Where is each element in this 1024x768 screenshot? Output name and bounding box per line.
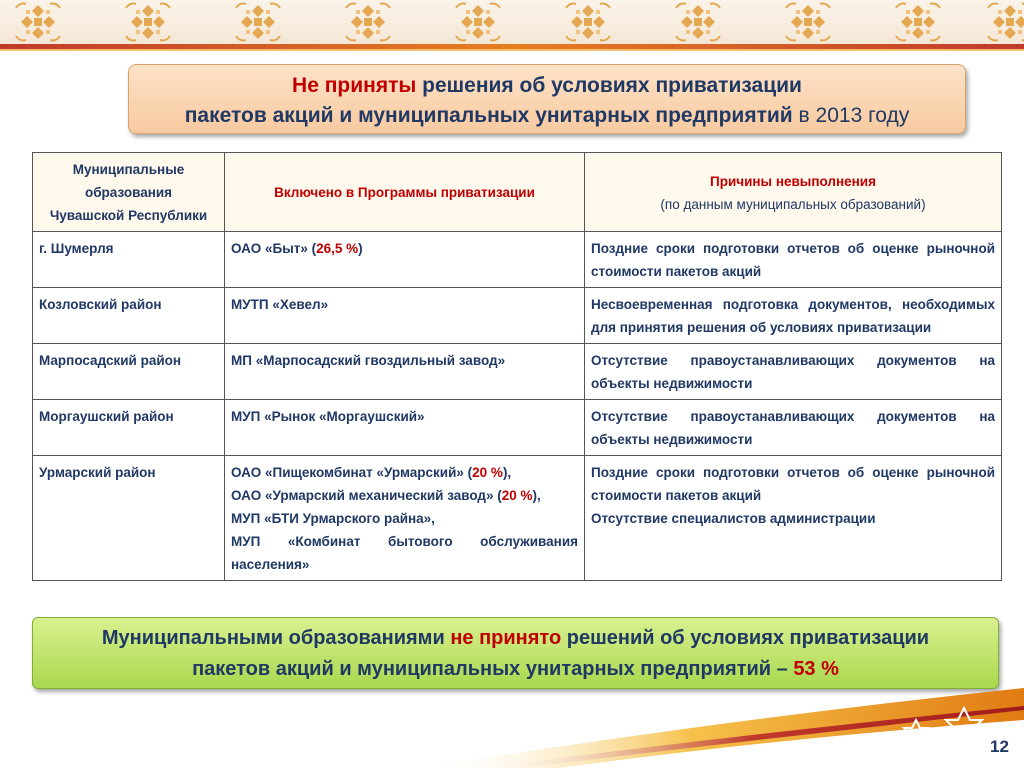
title-line-2-tail: в 2013 году xyxy=(792,104,910,127)
title-line-1 xyxy=(129,71,965,101)
program-percent: 20 % xyxy=(472,465,503,480)
program-item xyxy=(231,237,578,260)
header-reasons-title: Причины невыполнения xyxy=(710,173,876,189)
cell-programs xyxy=(225,344,585,400)
summary-box xyxy=(32,617,999,689)
cell-reasons xyxy=(585,232,1002,288)
ornament-icon xyxy=(988,4,1024,41)
summary-text-2: пакетов акций и муниципальных унитарных предприятий – xyxy=(192,658,794,680)
reason-text: Поздние сроки подготовки отчетов об оценке рыночной стоимости пакетов акций xyxy=(591,465,995,503)
cell-programs xyxy=(225,400,585,456)
program-text: МУТП «Хевел» xyxy=(231,297,329,312)
header-programs: Включено в Программы приватизации xyxy=(225,153,585,232)
cell-programs xyxy=(225,232,585,288)
program-tail: ) xyxy=(358,241,363,256)
header-municipality-line: Муниципальные xyxy=(72,162,185,177)
table-body xyxy=(33,232,1002,581)
summary-line-1 xyxy=(33,623,998,654)
ornament-icon xyxy=(566,4,610,41)
program-percent: 20 % xyxy=(501,488,533,503)
title-highlight: Не приняты xyxy=(292,74,417,97)
header-municipality-line: образования xyxy=(84,185,173,200)
program-tail: ), xyxy=(502,465,512,480)
program-item xyxy=(231,530,578,576)
reason-text: Поздние сроки подготовки отчетов об оценке рыночной стоимости пакетов акций xyxy=(591,241,995,279)
program-text: МУП «Рынок «Моргаушский» xyxy=(231,409,425,424)
cell-municipality: Урмарский район xyxy=(33,456,225,581)
summary-text: Муниципальными образованиями xyxy=(101,627,451,649)
top-divider-thin xyxy=(0,49,1024,51)
cell-municipality: Козловский район xyxy=(33,288,225,344)
cell-municipality: Моргаушский район xyxy=(33,400,225,456)
title-line-2 xyxy=(129,101,965,131)
cell-reasons xyxy=(585,288,1002,344)
title-line-2-main: пакетов акций и муниципальных унитарных предприятий xyxy=(184,104,793,127)
reason-text: Несвоевременная подготовка документов, необходимых для принятия решения об условиях приватизации xyxy=(591,297,995,335)
program-item xyxy=(231,484,578,507)
table-row xyxy=(33,232,1002,288)
ornament-icon xyxy=(16,4,60,41)
header-reasons-subtitle: (по данным муниципальных образований) xyxy=(660,196,926,212)
ornament-icon xyxy=(896,4,940,41)
privatization-table xyxy=(32,152,1002,581)
program-text: ОАО «Пищекомбинат «Урмарский» ( xyxy=(231,465,473,480)
program-text: ОАО «Урмарский механический завод» ( xyxy=(231,488,502,503)
program-text: МУП «БТИ Урмарского райна», xyxy=(231,511,435,526)
table-row xyxy=(33,344,1002,400)
table-header-row xyxy=(33,153,1002,232)
cell-municipality: г. Шумерля xyxy=(33,232,225,288)
program-text: МП «Марпосадский гвоздильный завод» xyxy=(231,353,506,368)
cell-reasons xyxy=(585,344,1002,400)
cell-reasons xyxy=(585,456,1002,581)
summary-percent: 53 % xyxy=(793,658,839,680)
header-municipality xyxy=(33,153,225,232)
cell-programs xyxy=(225,288,585,344)
bottom-swoosh xyxy=(0,680,1024,768)
program-item xyxy=(231,461,578,484)
reason-text: Отсутствие специалистов администрации xyxy=(591,511,876,526)
program-item xyxy=(231,405,578,428)
page-number: 12 xyxy=(990,737,1009,756)
cell-municipality: Марпосадский район xyxy=(33,344,225,400)
program-text: ОАО «Быт» ( xyxy=(231,241,317,256)
program-item xyxy=(231,507,578,530)
ornament-icon xyxy=(676,4,720,41)
program-percent: 26,5 % xyxy=(316,241,359,256)
slide-title xyxy=(128,64,966,134)
reason-text: Отсутствие правоустанавливающих документов на объекты недвижимости xyxy=(591,353,995,391)
program-text: МУП «Комбинат бытового обслуживания населения» xyxy=(231,534,578,572)
table-row xyxy=(33,400,1002,456)
summary-text-rest: решений об условиях приватизации xyxy=(561,627,930,649)
table-row xyxy=(33,288,1002,344)
ornament-icon xyxy=(786,4,830,41)
header-municipality-line: Чувашской Республики xyxy=(49,208,208,223)
ornament-icon xyxy=(456,4,500,41)
program-tail: ), xyxy=(532,488,541,503)
cell-reasons xyxy=(585,400,1002,456)
ornament-icon xyxy=(236,4,280,41)
ornament-row xyxy=(0,0,1024,44)
summary-highlight: не принято xyxy=(450,627,562,649)
ornament-icon xyxy=(126,4,170,41)
table-row xyxy=(33,456,1002,581)
header-reasons xyxy=(585,153,1002,232)
cell-programs xyxy=(225,456,585,581)
reason-text: Отсутствие правоустанавливающих документов на объекты недвижимости xyxy=(591,409,995,447)
program-item xyxy=(231,349,578,372)
title-line-1-rest: решения об условиях приватизации xyxy=(416,74,802,97)
ornament-icon xyxy=(346,4,390,41)
program-item xyxy=(231,293,578,316)
